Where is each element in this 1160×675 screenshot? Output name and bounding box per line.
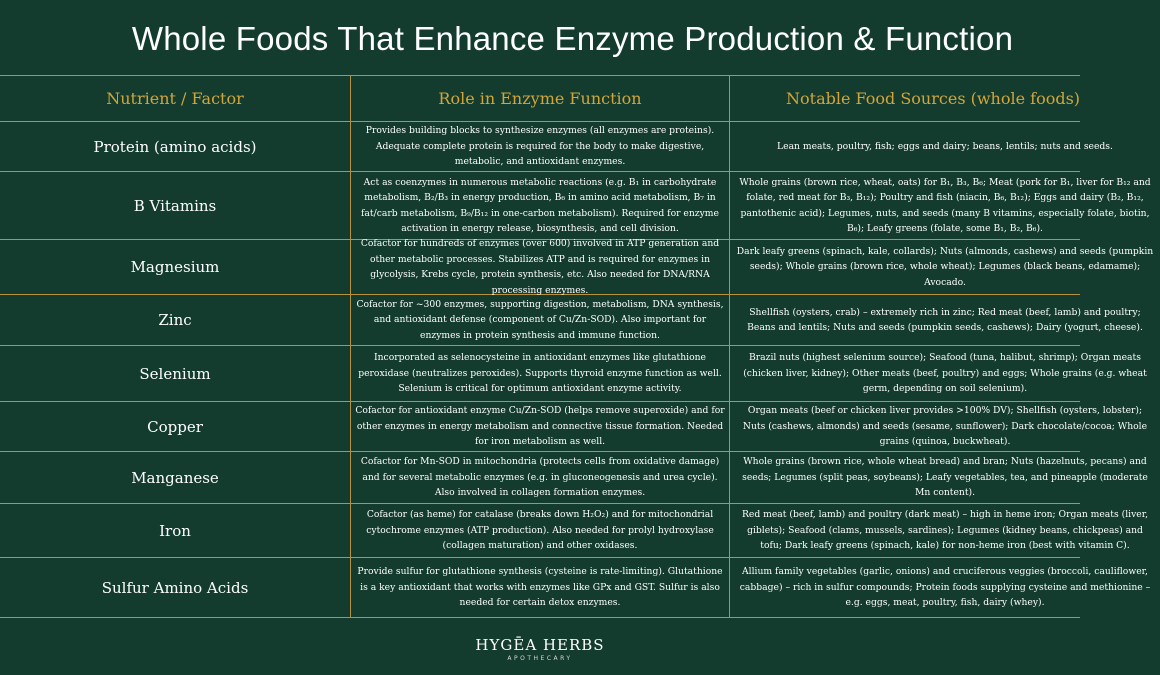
food-sources-text: Allium family vegetables (garlic, onions) and cruciferous veggies (broccoli, cauliflower, cabbage) – rich in sulfur compounds; Protein foods supplying cysteine and methionine – e.g. eggs, meat, poultry, fish, dairy (whey). <box>739 566 1151 609</box>
enzyme-role: Provides building blocks to synthesize enzymes (all enzymes are proteins). Adequate complete protein is required for the body to make digestive, metabolic, and antioxidant enzymes. <box>351 122 730 171</box>
nutrient-name: Zinc <box>0 295 351 345</box>
food-sources-text: Organ meats (beef or chicken liver provides >100% DV); Shellfish (oysters, lobster); Nuts (cashews, almonds) and seeds (sesame, sunflower); Dark chocolate/cocoa; Whole grains (quinoa, buckwheat). <box>742 405 1148 448</box>
food-sources-text: Red meat (beef, lamb) and poultry (dark meat) – high in heme iron; Organ meats (liver, giblets); Seafood (clams, mussels, sardines); Legumes (kidney beans, chickpeas) and tofu; Dark leafy greens (spinach, kale) for non-heme iron (best with vitamin C). <box>741 509 1149 552</box>
nutrient-name: Protein (amino acids) <box>0 122 351 171</box>
enzyme-role: Provide sulfur for glutathione synthesis (cysteine is rate-limiting). Glutathione is a key antioxidant that works with enzymes like GPx and GST. Sulfur is also needed for certain detox enzymes. <box>351 558 730 617</box>
table-row <box>0 238 1154 296</box>
nutrient-name: Manganese <box>0 452 351 503</box>
table-row <box>0 172 1151 240</box>
header-role: Role in Enzyme Function <box>351 76 730 121</box>
food-sources <box>730 295 1160 345</box>
food-sources-text: Shellfish (oysters, crab) – extremely rich in zinc; Red meat (beef, lamb) and poultry; Beans and lentils; Nuts and seeds (pumpkin seeds, cashews); Dairy (yogurt, cheese). <box>747 306 1143 333</box>
header-nutrient: Nutrient / Factor <box>0 76 351 121</box>
enzyme-role: Cofactor for antioxidant enzyme Cu/Zn-SOD (helps remove superoxide) and for other enzymes in energy metabolism and connective tissue formation. Needed for iron metabolism as well. <box>351 402 730 451</box>
food-sources-text: Whole grains (brown rice, wheat, oats) for B₁, B₃, B₆; Meat (pork for B₁, liver for B₁₂ and folate, red meat for B₃, B₁₂); Poultry and fish (niacin, B₆, B₁₂); Eggs and dairy (B₂, B₁₂, pantothenic acid); Legumes, nuts, and seeds (many B vitamins, especially folate, biotin, B₆); Leafy greens (folate, some B₁, B₂, B₆). <box>739 176 1151 234</box>
enzyme-role: Cofactor for hundreds of enzymes (over 600) involved in ATP generation and other metabolic processes. Stabilizes ATP and is required for enzymes in glycolysis, Krebs cycle, protein synthesis, etc. Also needed for DNA/RNA processing enzymes. <box>351 240 730 294</box>
enzyme-role: Incorporated as selenocysteine in antioxidant enzymes like glutathione peroxidase (neutralizes peroxides). Supports thyroid enzyme function as well. Selenium is critical for optimum antioxidant enzyme activity. <box>351 346 730 401</box>
table-row <box>0 122 1113 172</box>
table-row <box>0 402 1148 452</box>
food-sources <box>730 558 1160 617</box>
table-row <box>0 452 1148 504</box>
nutrient-name: Magnesium <box>0 240 351 294</box>
enzyme-role: Act as coenzymes in numerous metabolic reactions (e.g. B₁ in carbohydrate metabolism, B₂/B₃ in energy production, B₆ in amino acid metabolism, B₇ in fat/carb metabolism, B₉/B₁₂ in one-carbon metabolism). Required for enzyme activation in energy release, biosynthesis, and cell division. <box>351 172 730 239</box>
nutrient-name: Selenium <box>0 346 351 401</box>
food-sources-text: Whole grains (brown rice, whole wheat bread) and bran; Nuts (hazelnuts, pecans) and seeds; Legumes (split peas, soybeans); Leafy vegetables, tea, and pineapple (moderate Mn content). <box>742 456 1148 499</box>
page-title: Whole Foods That Enhance Enzyme Production & Function <box>131 20 1014 57</box>
nutrient-name: Iron <box>0 504 351 557</box>
enzyme-role: Cofactor (as heme) for catalase (breaks down H₂O₂) and for mitochondrial cytochrome enzymes (ATP production). Also needed for prolyl hydroxylase (collagen maturation) and other oxidases. <box>351 504 730 557</box>
food-sources <box>730 172 1160 239</box>
table-row <box>0 558 1151 617</box>
nutrient-name: B Vitamins <box>0 172 351 239</box>
table-row <box>0 295 1143 346</box>
enzyme-role: Cofactor for Mn-SOD in mitochondria (protects cells from oxidative damage) and for several metabolic enzymes (e.g. in gluconeogenesis and urea cycle). Also involved in collagen formation enzymes. <box>351 452 730 503</box>
food-sources <box>730 240 1160 294</box>
table-header-row <box>0 76 1080 122</box>
food-sources-text: Brazil nuts (highest selenium source); Seafood (tuna, halibut, shrimp); Organ meats (chicken liver, kidney); Other meats (beef, poultry) and eggs; Whole grains (e.g. wheat germ, depending on soil selenium). <box>743 352 1147 395</box>
enzyme-nutrient-table <box>0 75 1154 618</box>
header-sources: Notable Food Sources (whole foods) <box>786 88 1081 108</box>
table-row <box>0 346 1147 402</box>
nutrient-name: Copper <box>0 402 351 451</box>
food-sources-text: Dark leafy greens (spinach, kale, collards); Nuts (almonds, cashews) and seeds (pumpkin seeds); Whole grains (brown rice, whole wheat); Legumes (black beans, edamame); Avocado. <box>736 245 1154 288</box>
food-sources <box>730 402 1160 451</box>
brand-name: HYGĒA HERBS <box>475 636 605 654</box>
brand-tagline: APOTHECARY <box>507 655 573 662</box>
nutrient-name: Sulfur Amino Acids <box>0 558 351 617</box>
table-row <box>0 504 1149 558</box>
food-sources <box>730 452 1160 503</box>
food-sources <box>730 504 1160 557</box>
brand-logo <box>0 636 1080 662</box>
food-sources <box>730 346 1160 401</box>
enzyme-role: Cofactor for ~300 enzymes, supporting digestion, metabolism, DNA synthesis, and antioxidant defense (component of Cu/Zn-SOD). Also important for enzymes in protein synthesis and immune function. <box>351 295 730 345</box>
food-sources-text: Lean meats, poultry, fish; eggs and dairy; beans, lentils; nuts and seeds. <box>777 140 1113 152</box>
food-sources <box>730 122 1160 171</box>
